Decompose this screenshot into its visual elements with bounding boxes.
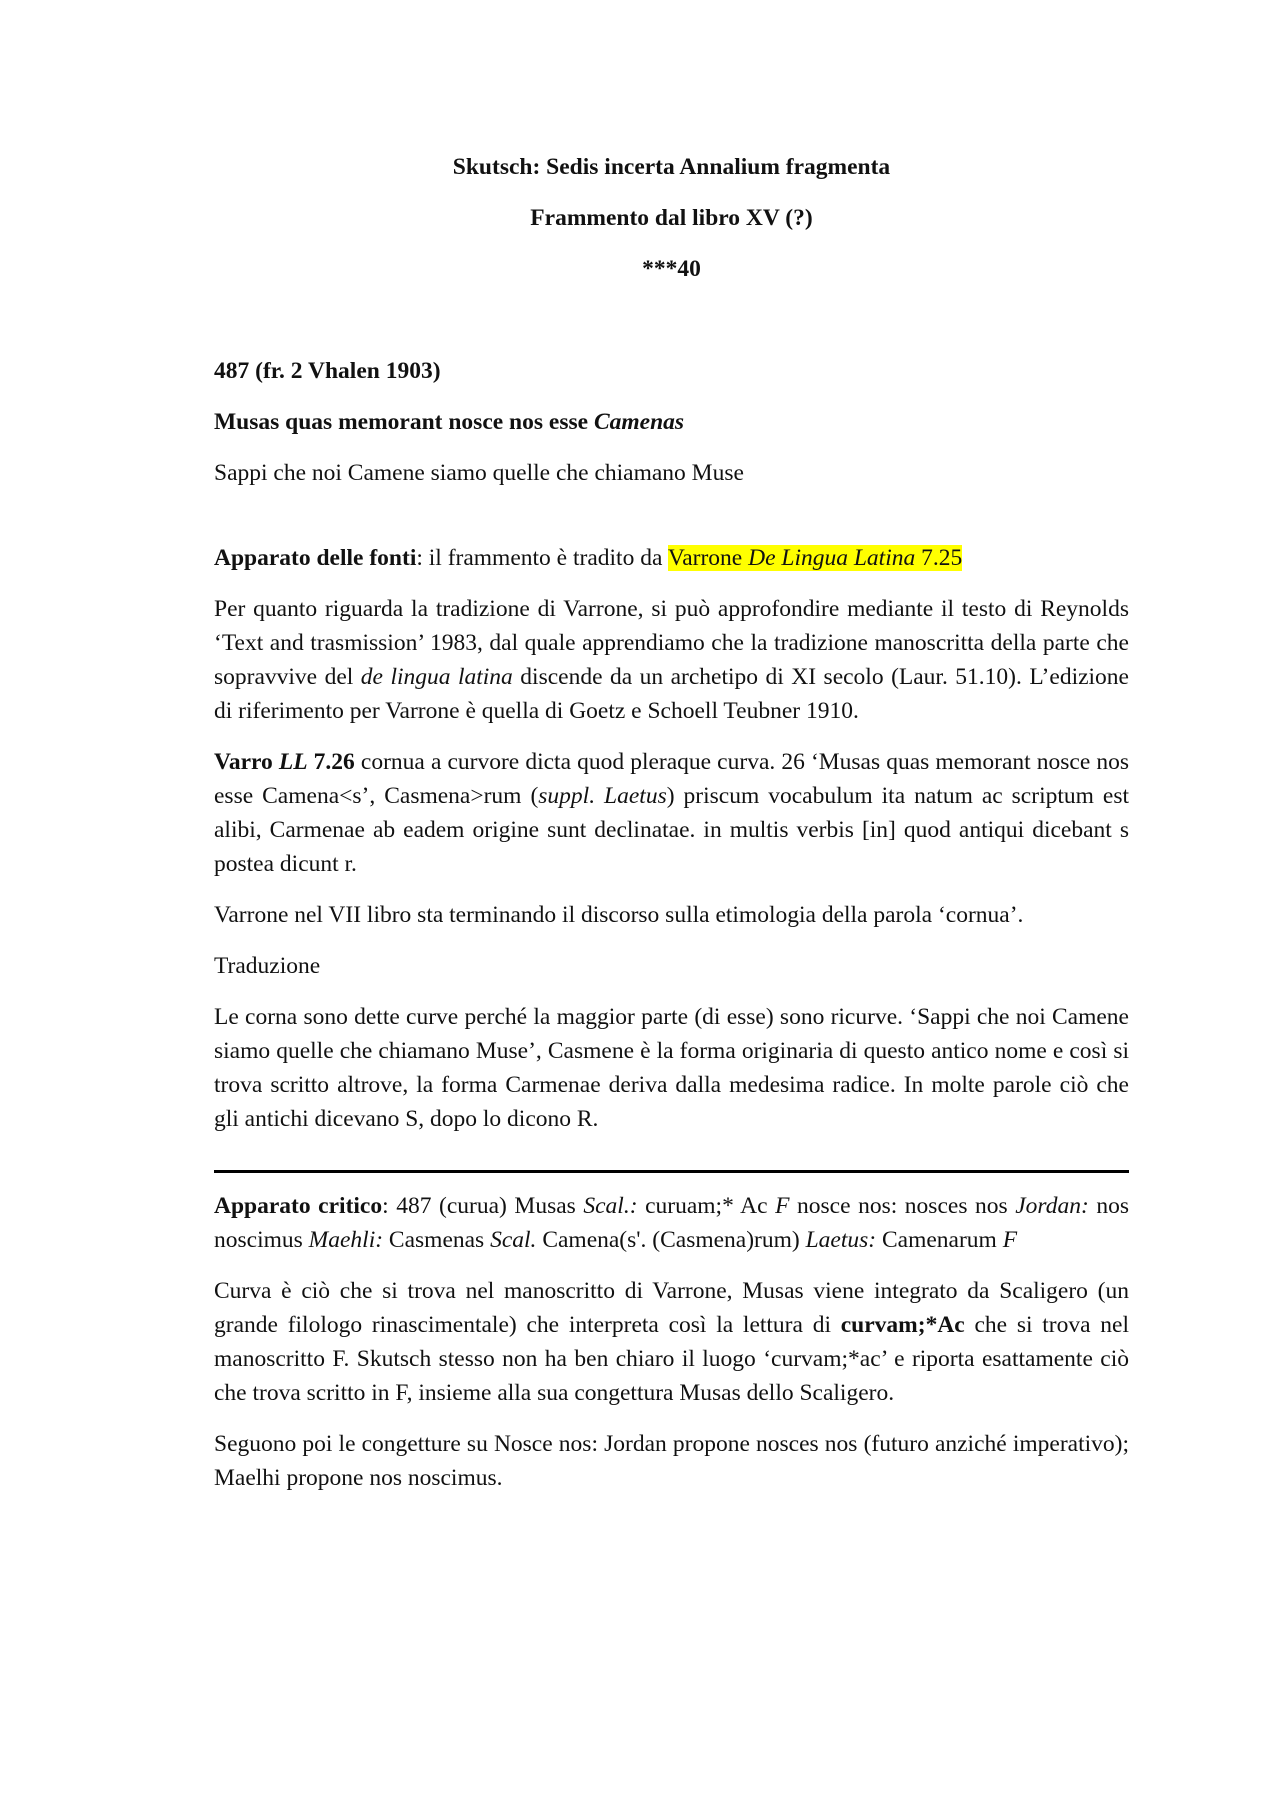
- sources-label: Apparato delle fonti: [214, 545, 417, 571]
- section-divider: [214, 1170, 1129, 1173]
- sources-apparatus: Apparato delle fonti: il frammento è tradito da Varrone De Lingua Latina 7.25: [214, 545, 963, 571]
- fragment-latin: Musas quas memorant nosce nos esse Camenas: [214, 409, 685, 435]
- section-divider-wrap: [214, 1153, 1129, 1173]
- translation-text: Le corna sono dette curve perché la maggior parte (di esse) sono ricurve. ‘Sappi che noi Camene siamo quelle che chiamano Muse’, Casmene è la forma originaria di questo antico nome e così si trova scritto altrove, la forma Carmenae deriva dalla medesima radice. In molte parole ciò che gli antichi dicevano S, dopo lo dicono R.: [214, 1004, 1129, 1132]
- document-page: [214, 150, 1129, 1512]
- document-subtitle: Frammento dal libro XV (?): [530, 205, 813, 231]
- fragment-translation: Sappi che noi Camene siamo quelle che chiamano Muse: [214, 460, 744, 486]
- sources-paragraph-tradition: Per quanto riguarda la tradizione di Varrone, si può approfondire mediante il testo di Reynolds ‘Text and trasmission’ 1983, dal quale apprendiamo che la tradizione manoscritta della parte che sopravvive del de lingua latina discende da un archetipo di XI secolo (Laur. 51.10). L’edizione di riferimento per Varrone è quella di Goetz e Schoell Teubner 1910.: [214, 596, 1129, 724]
- critical-apparatus: Apparato critico: 487 (curua) Musas Scal.: curuam;* Ac F nosce nos: nosces nos Jordan: nos noscimus Maehli: Casmenas Scal. Camena(s'. (Casmena)rum) Laetus: Camenarum F: [214, 1193, 1129, 1253]
- critical-paragraph-conjectures: Seguono poi le congetture su Nosce nos: Jordan propone nosces nos (futuro anziché imperativo); Maelhi propone nos noscimus.: [214, 1431, 1129, 1491]
- document-title: Skutsch: Sedis incerta Annalium fragmenta: [452, 154, 891, 180]
- critical-label: Apparato critico: [214, 1193, 383, 1219]
- varro-note: Varrone nel VII libro sta terminando il discorso sulla etimologia della parola ‘cornua’.: [214, 902, 1024, 928]
- fragment-number: ***40: [642, 256, 701, 282]
- highlighted-source: Varrone De Lingua Latina 7.25: [667, 545, 963, 571]
- critical-paragraph-curva: Curva è ciò che si trova nel manoscritto di Varrone, Musas viene integrato da Scaligero (un grande filologo rinascimentale) che interpreta così la lettura di curvam;*Ac che si trova nel manoscritto F. Skutsch stesso non ha ben chiaro il luogo ‘curvam;*ac’ e riporta esattamente ciò che trova scritto in F, insieme alla sua congettura Musas dello Scaligero.: [214, 1278, 1130, 1406]
- fragment-reference: 487 (fr. 2 Vhalen 1903): [214, 358, 441, 384]
- translation-label: Traduzione: [214, 953, 321, 979]
- varro-quote: Varro LL 7.26 cornua a curvore dicta quod pleraque curva. 26 ‘Musas quas memorant nosce nos esse Camena<s’, Casmena>rum (suppl. Laetus) priscum vocabulum ita natum ac scriptum est alibi, Carmenae ab eadem origine sunt declinatae. in multis verbis [in] quod antiqui dicebant s postea dicunt r.: [214, 749, 1130, 877]
